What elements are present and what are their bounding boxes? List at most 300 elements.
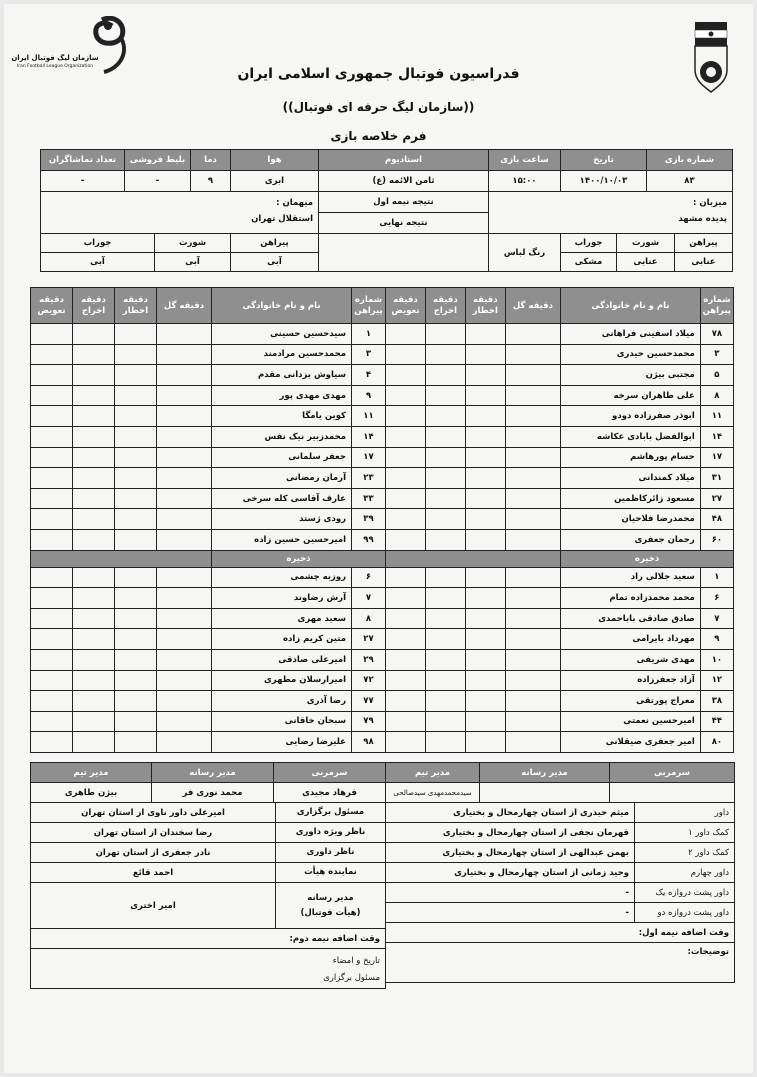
- substitution-minute: [31, 344, 73, 365]
- referee-name: -: [386, 883, 635, 903]
- player-name: علیرضا رضایی: [212, 732, 352, 753]
- referee-name: قهرمان نجفی از استان چهارمحال و بختیاری: [386, 823, 635, 843]
- goal-minute: [157, 649, 212, 670]
- referee-row: [386, 883, 735, 903]
- referee-row: [386, 863, 735, 883]
- guest-reserve-row: [31, 567, 386, 588]
- host-col-caution: دقیقه اخطار: [465, 288, 505, 324]
- substitution-minute: [386, 365, 426, 386]
- host-staff-header-manager: مدیر تیم: [386, 763, 480, 783]
- shirt-number: ۴۸: [700, 509, 733, 530]
- goal-minute: [505, 406, 560, 427]
- signature-label: تاریخ و امضاء: [332, 956, 380, 966]
- caution-minute: [465, 567, 505, 588]
- caution-minute: [465, 588, 505, 609]
- player-name: معراج پورتقی: [561, 691, 701, 712]
- substitution-minute: [386, 426, 426, 447]
- caution-minute: [115, 509, 157, 530]
- expulsion-minute: [425, 426, 465, 447]
- guest-lineup-table: [30, 287, 386, 753]
- guest-starter-row: [31, 529, 386, 550]
- temperature: ۹: [191, 171, 231, 192]
- host-reserve-row: [386, 588, 734, 609]
- goal-minute: [157, 344, 212, 365]
- expulsion-minute: [73, 691, 115, 712]
- referee-role: کمک داور ۱: [635, 823, 735, 843]
- guest-reserve-row: [31, 670, 386, 691]
- host-staff-table: [385, 762, 735, 803]
- guest-reserve-row: [31, 691, 386, 712]
- referee-role: داور پشت دروازه دو: [635, 903, 735, 923]
- substitution-minute: [31, 670, 73, 691]
- guest-reserve-row: [31, 732, 386, 753]
- goal-minute: [157, 711, 212, 732]
- spectator-count: -: [41, 171, 125, 192]
- host-col-substitution: دقیقه تعویض: [386, 288, 426, 324]
- guest-col-goal: دقیقه گل: [157, 288, 212, 324]
- guest-col-number: شماره پیراهن: [352, 288, 386, 324]
- substitution-minute: [31, 447, 73, 468]
- substitution-minute: [386, 447, 426, 468]
- match-time: ۱۵:۰۰: [489, 171, 561, 192]
- shirt-number: ۱۷: [352, 447, 386, 468]
- host-reserve-row: [386, 608, 734, 629]
- host-reserve-row: [386, 567, 734, 588]
- shirt-number: ۲۷: [352, 629, 386, 650]
- caution-minute: [115, 488, 157, 509]
- federation-title: فدراسیون فوتبال جمهوری اسلامی ایران: [237, 66, 520, 82]
- official-role: مدیر رسانه (هیأت فوتبال): [276, 883, 386, 929]
- expulsion-minute: [425, 629, 465, 650]
- caution-minute: [115, 649, 157, 670]
- guest-media-manager: محمد نوری فر: [152, 783, 274, 803]
- shirt-number: ۱۴: [700, 426, 733, 447]
- expulsion-minute: [73, 567, 115, 588]
- organization-subtitle: ((سازمان لیگ حرفه ای فوتبال)): [282, 100, 475, 114]
- guest-kit-header-shirt: پیراهن: [231, 234, 319, 253]
- host-starter-row: [386, 324, 734, 345]
- substitution-minute: [31, 691, 73, 712]
- goal-minute: [505, 649, 560, 670]
- caution-minute: [115, 385, 157, 406]
- referee-name: بهمن عبدالهی از استان چهارمحال و بختیاری: [386, 843, 635, 863]
- substitution-minute: [386, 649, 426, 670]
- player-name: امیرعلی صادقی: [212, 649, 352, 670]
- guest-reserve-row: [31, 588, 386, 609]
- host-col-goal: دقیقه گل: [505, 288, 560, 324]
- expulsion-minute: [425, 509, 465, 530]
- guest-starter-row: [31, 488, 386, 509]
- caution-minute: [115, 468, 157, 489]
- guest-kit-socks: آبی: [41, 253, 155, 272]
- player-name: متین کریم زاده: [212, 629, 352, 650]
- guest-kit-shorts: آبی: [155, 253, 231, 272]
- shirt-number: ۳: [700, 344, 733, 365]
- shirt-number: ۳۱: [700, 468, 733, 489]
- goal-minute: [505, 426, 560, 447]
- host-kit-header-shirt: پیراهن: [675, 234, 733, 253]
- substitution-minute: [31, 732, 73, 753]
- official-name: نادر جعفری از استان تهران: [31, 843, 276, 863]
- substitution-minute: [386, 629, 426, 650]
- header-temperature: دما: [191, 150, 231, 171]
- host-col-expulsion: دقیقه اخراج: [425, 288, 465, 324]
- player-name: میلاد اسفینی فراهانی: [561, 324, 701, 345]
- header-match-number: شماره بازی: [647, 150, 733, 171]
- referee-row: [386, 823, 735, 843]
- official-row: [31, 803, 386, 823]
- caution-minute: [115, 406, 157, 427]
- host-starters: [386, 324, 734, 551]
- substitution-minute: [31, 468, 73, 489]
- player-name: امیرحسین حسین زاده: [212, 529, 352, 550]
- host-kit-label: رنگ لباس: [489, 234, 561, 272]
- match-date: ۱۴۰۰/۱۰/۰۳: [561, 171, 647, 192]
- caution-minute: [115, 608, 157, 629]
- player-name: عارف آقاسی کله سرخی: [212, 488, 352, 509]
- expulsion-minute: [73, 406, 115, 427]
- player-name: آزاد جعفرزاده: [561, 670, 701, 691]
- player-name: علی طاهران سرخه: [561, 385, 701, 406]
- remarks: توضیحات:: [386, 943, 735, 983]
- shirt-number: ۱۱: [700, 406, 733, 427]
- expulsion-minute: [425, 385, 465, 406]
- player-name: سیاوش یزدانی مقدم: [212, 365, 352, 386]
- goal-minute: [505, 324, 560, 345]
- results-cell: [319, 192, 489, 234]
- guest-team: استقلال تهران: [251, 214, 313, 224]
- expulsion-minute: [425, 365, 465, 386]
- goal-minute: [505, 509, 560, 530]
- shirt-number: ۴۴: [700, 711, 733, 732]
- caution-minute: [115, 711, 157, 732]
- host-starter-row: [386, 509, 734, 530]
- officials-table: [30, 802, 386, 989]
- goal-minute: [157, 608, 212, 629]
- host-media-manager: [480, 783, 610, 803]
- host-kit-header-socks: جوراب: [561, 234, 617, 253]
- guest-kit-header-shorts: شورت: [155, 234, 231, 253]
- form-title: فرم خلاصه بازی: [330, 129, 427, 143]
- expulsion-minute: [73, 426, 115, 447]
- goal-minute: [157, 691, 212, 712]
- stadium-name: ثامن الائمه (ع): [319, 171, 489, 192]
- host-starter-row: [386, 529, 734, 550]
- guest-starter-row: [31, 509, 386, 530]
- host-staff-header-media: مدیر رسانه: [480, 763, 610, 783]
- caution-minute: [465, 711, 505, 732]
- caution-minute: [465, 344, 505, 365]
- expulsion-minute: [425, 529, 465, 550]
- official-row: [31, 863, 386, 883]
- host-reserve-row: [386, 711, 734, 732]
- expulsion-minute: [73, 344, 115, 365]
- host-starter-row: [386, 488, 734, 509]
- goal-minute: [505, 447, 560, 468]
- expulsion-minute: [425, 324, 465, 345]
- half-result-label: نتیجه نیمه اول: [319, 192, 488, 213]
- guest-col-name: نام و نام خانوادگی: [212, 288, 352, 324]
- caution-minute: [115, 732, 157, 753]
- goal-minute: [505, 567, 560, 588]
- caution-minute: [465, 488, 505, 509]
- caution-minute: [465, 670, 505, 691]
- added-time-second-half: وقت اضافه نیمه دوم:: [31, 929, 386, 949]
- caution-minute: [115, 365, 157, 386]
- goal-minute: [157, 670, 212, 691]
- shirt-number: ۹۹: [352, 529, 386, 550]
- guest-staff-header-coach: سرمربی: [274, 763, 386, 783]
- substitution-minute: [386, 324, 426, 345]
- referee-name: میثم حیدری از استان چهارمحال و بختیاری: [386, 803, 635, 823]
- substitution-minute: [386, 588, 426, 609]
- official-row: [31, 883, 386, 929]
- player-name: امیرحسین نعمتی: [561, 711, 701, 732]
- host-kit-socks: مشکی: [561, 253, 617, 272]
- host-staff-header-coach: سرمربی: [610, 763, 735, 783]
- player-name: رودی ژستد: [212, 509, 352, 530]
- match-report-sheet: [4, 4, 753, 1073]
- host-reserve-row: [386, 629, 734, 650]
- player-name: محمدرضا فلاحیان: [561, 509, 701, 530]
- player-name: سبحان خاقانی: [212, 711, 352, 732]
- player-name: کوین یامگا: [212, 406, 352, 427]
- shirt-number: ۹۸: [352, 732, 386, 753]
- shirt-number: ۸: [700, 385, 733, 406]
- substitution-minute: [31, 385, 73, 406]
- guest-starter-row: [31, 468, 386, 489]
- shirt-number: ۱۱: [352, 406, 386, 427]
- substitution-minute: [31, 588, 73, 609]
- goal-minute: [505, 670, 560, 691]
- header-date: تاریخ: [561, 150, 647, 171]
- substitution-minute: [31, 406, 73, 427]
- substitution-minute: [386, 468, 426, 489]
- official-row: [31, 823, 386, 843]
- header-stadium: استادیوم: [319, 150, 489, 171]
- shirt-number: ۸۰: [700, 732, 733, 753]
- substitution-minute: [31, 426, 73, 447]
- substitution-minute: [386, 670, 426, 691]
- shirt-number: ۸: [352, 608, 386, 629]
- guest-reserves: [31, 567, 386, 752]
- guest-staff-header-manager: مدیر تیم: [31, 763, 152, 783]
- expulsion-minute: [425, 406, 465, 427]
- guest-team-cell: [41, 192, 319, 234]
- shirt-number: ۲۹: [352, 649, 386, 670]
- caution-minute: [465, 608, 505, 629]
- host-label: میزبان :: [692, 198, 727, 208]
- shirt-number: ۳: [352, 344, 386, 365]
- caution-minute: [465, 529, 505, 550]
- host-starter-row: [386, 406, 734, 427]
- expulsion-minute: [73, 608, 115, 629]
- weather: ابری: [231, 171, 319, 192]
- expulsion-minute: [73, 649, 115, 670]
- official-name: امیرعلی داور ناوی از استان تهران: [31, 803, 276, 823]
- substitution-minute: [31, 509, 73, 530]
- final-result-label: نتیجه نهایی: [379, 218, 428, 228]
- player-name: ابوذر صفرزاده دودو: [561, 406, 701, 427]
- goal-minute: [157, 385, 212, 406]
- player-name: سعید جلالی راد: [561, 567, 701, 588]
- caution-minute: [465, 426, 505, 447]
- guest-reserve-row: [31, 711, 386, 732]
- host-kit-shorts: عنابی: [617, 253, 675, 272]
- host-reserves: [386, 567, 734, 752]
- header-time: ساعت بازی: [489, 150, 561, 171]
- official-role: مسئول برگزاری: [276, 803, 386, 823]
- official-name: رضا سخندان از استان تهران: [31, 823, 276, 843]
- referee-name: -: [386, 903, 635, 923]
- match-number: ۸۳: [647, 171, 733, 192]
- match-info-table: [40, 149, 733, 192]
- substitution-minute: [31, 608, 73, 629]
- referee-name: وحید زمانی از استان چهارمحال و بختیاری: [386, 863, 635, 883]
- shirt-number: ۷۸: [700, 324, 733, 345]
- added-time-first-half: وقت اضافه نیمه اول:: [386, 923, 735, 943]
- player-name: محمد محمدزاده تمام: [561, 588, 701, 609]
- logo-text-en: Iran Football League Organization: [16, 64, 94, 69]
- caution-minute: [465, 732, 505, 753]
- substitution-minute: [386, 529, 426, 550]
- host-team-cell: [489, 192, 733, 234]
- guest-col-substitution: دقیقه تعویض: [31, 288, 73, 324]
- expulsion-minute: [425, 447, 465, 468]
- substitution-minute: [31, 711, 73, 732]
- teams-table: [40, 191, 733, 272]
- caution-minute: [115, 691, 157, 712]
- player-name: محمدزبیر نیک نفس: [212, 426, 352, 447]
- substitution-minute: [31, 324, 73, 345]
- signature-cell: [31, 949, 386, 989]
- host-col-number: شماره پیراهن: [700, 288, 733, 324]
- host-starter-row: [386, 344, 734, 365]
- logo-text-fa: سازمان لیگ فوتبال ایران: [11, 54, 99, 62]
- caution-minute: [115, 447, 157, 468]
- player-name: محمدحسین حیدری: [561, 344, 701, 365]
- player-name: مسعود زائرکاظمین: [561, 488, 701, 509]
- player-name: روزبه چشمی: [212, 567, 352, 588]
- goal-minute: [157, 365, 212, 386]
- host-starter-row: [386, 447, 734, 468]
- goal-minute: [505, 385, 560, 406]
- expulsion-minute: [425, 588, 465, 609]
- expulsion-minute: [73, 385, 115, 406]
- player-name: آرش رضاوند: [212, 588, 352, 609]
- expulsion-minute: [425, 649, 465, 670]
- host-starter-row: [386, 426, 734, 447]
- expulsion-minute: [425, 488, 465, 509]
- referee-role: کمک داور ۲: [635, 843, 735, 863]
- ticket-sales: -: [125, 171, 191, 192]
- guest-staff-table: [30, 762, 386, 803]
- player-name: جعفر سلمانی: [212, 447, 352, 468]
- referee-row: [386, 903, 735, 923]
- caution-minute: [465, 447, 505, 468]
- expulsion-minute: [73, 365, 115, 386]
- player-name: مجتبی بیژن: [561, 365, 701, 386]
- caution-minute: [115, 426, 157, 447]
- host-col-name: نام و نام خانوادگی: [561, 288, 701, 324]
- expulsion-minute: [73, 488, 115, 509]
- goal-minute: [505, 608, 560, 629]
- substitution-minute: [31, 567, 73, 588]
- goal-minute: [505, 711, 560, 732]
- expulsion-minute: [73, 324, 115, 345]
- expulsion-minute: [425, 468, 465, 489]
- header-weather: هوا: [231, 150, 319, 171]
- official-role: ناظر ویژه داوری: [276, 823, 386, 843]
- goal-minute: [505, 588, 560, 609]
- shirt-number: ۷۹: [352, 711, 386, 732]
- goal-minute: [157, 447, 212, 468]
- player-name: سیدحسین حسینی: [212, 324, 352, 345]
- substitution-minute: [31, 629, 73, 650]
- shirt-number: ۴: [352, 365, 386, 386]
- goal-minute: [157, 567, 212, 588]
- guest-kit-shirt: آبی: [231, 253, 319, 272]
- player-name: حسام پورهاشم: [561, 447, 701, 468]
- shirt-number: ۱: [700, 567, 733, 588]
- substitution-minute: [31, 488, 73, 509]
- player-name: صادق صادقی باباحمدی: [561, 608, 701, 629]
- official-name: احمد قائع: [31, 863, 276, 883]
- host-reserve-label: ذخیره: [561, 550, 734, 567]
- shirt-number: ۱۷: [700, 447, 733, 468]
- host-starter-row: [386, 385, 734, 406]
- shirt-number: ۷۲: [352, 670, 386, 691]
- referee-role: داور پشت دروازه یک: [635, 883, 735, 903]
- expulsion-minute: [425, 691, 465, 712]
- substitution-minute: [386, 567, 426, 588]
- expulsion-minute: [425, 732, 465, 753]
- caution-minute: [115, 588, 157, 609]
- expulsion-minute: [73, 670, 115, 691]
- player-name: مهدی شریفی: [561, 649, 701, 670]
- caution-minute: [115, 324, 157, 345]
- caution-minute: [465, 406, 505, 427]
- guest-reserve-row: [31, 608, 386, 629]
- player-name: آرمان رمضانی: [212, 468, 352, 489]
- goal-minute: [157, 426, 212, 447]
- guest-col-caution: دقیقه اخطار: [115, 288, 157, 324]
- guest-starter-row: [31, 406, 386, 427]
- player-name: ابوالفضل بابادی عکاشه: [561, 426, 701, 447]
- referees-table: [385, 802, 735, 983]
- shirt-number: ۷۷: [352, 691, 386, 712]
- guest-reserve-row: [31, 649, 386, 670]
- caution-minute: [115, 629, 157, 650]
- host-lineup-table: [385, 287, 734, 753]
- host-reserve-row: [386, 649, 734, 670]
- expulsion-minute: [73, 447, 115, 468]
- goal-minute: [157, 406, 212, 427]
- host-reserve-row: [386, 670, 734, 691]
- goal-minute: [157, 529, 212, 550]
- player-name: محمدحسین مرادمند: [212, 344, 352, 365]
- player-name: امیرارسلان مطهری: [212, 670, 352, 691]
- goal-minute: [157, 629, 212, 650]
- host-starter-row: [386, 365, 734, 386]
- substitution-minute: [386, 509, 426, 530]
- player-name: مهرداد بایرامی: [561, 629, 701, 650]
- shirt-number: ۱: [352, 324, 386, 345]
- shirt-number: ۳۳: [352, 488, 386, 509]
- guest-starter-row: [31, 447, 386, 468]
- shirt-number: ۳۹: [352, 509, 386, 530]
- shirt-number: ۱۰: [700, 649, 733, 670]
